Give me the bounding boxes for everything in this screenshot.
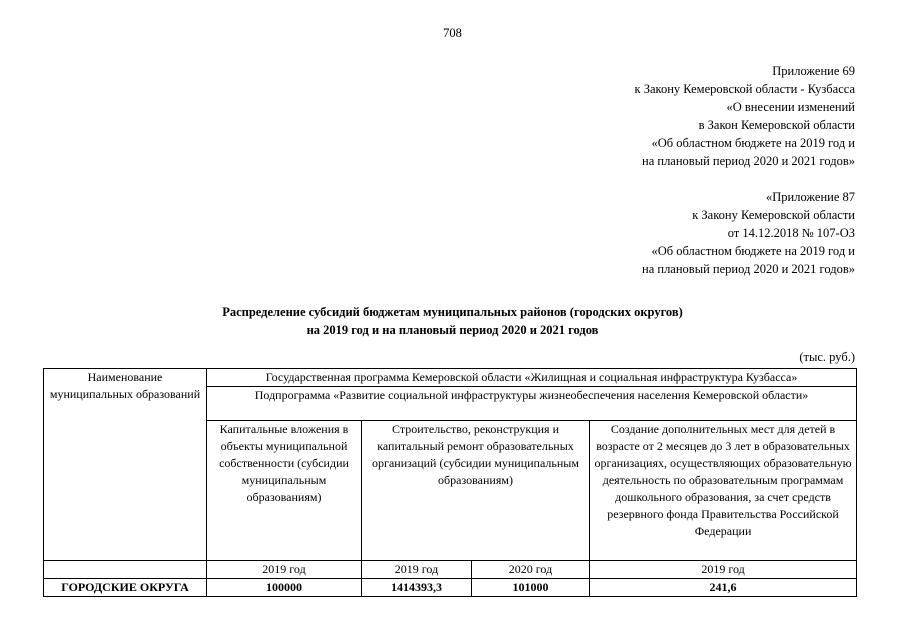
row-label: ГОРОДСКИЕ ОКРУГА [44, 579, 207, 597]
year-header: 2019 год [362, 561, 472, 579]
appendix-87-line: на плановый период 2020 и 2021 годов» [642, 262, 855, 276]
row-value: 100000 [207, 579, 362, 597]
column-header-construction: Строительство, реконструкция и капитальный ремонт образовательных организаций (субсидии муниципальным образованиям) [362, 421, 590, 561]
year-spacer [44, 561, 207, 579]
appendix-69-line: «О внесении изменений [726, 100, 855, 114]
document-title [0, 303, 905, 339]
appendix-69-line: «Об областном бюджете на 2019 год и [651, 136, 855, 150]
column-header-capital: Капитальные вложения в объекты муниципальной собственности (субсидии муниципальным образованиям) [207, 421, 362, 561]
appendix-87-header [642, 188, 855, 278]
row-value: 1414393,3 [362, 579, 472, 597]
appendix-87-line: «Приложение 87 [766, 190, 855, 204]
year-header: 2020 год [472, 561, 590, 579]
appendix-87-line: от 14.12.2018 № 107-ОЗ [727, 226, 855, 240]
page-number: 708 [443, 26, 462, 40]
column-header-name: Наименование муниципальных образований [44, 369, 207, 561]
row-value: 101000 [472, 579, 590, 597]
document-title-line: Распределение субсидий бюджетам муниципальных районов (городских округов) [222, 305, 683, 319]
appendix-87-line: к Закону Кемеровской области [692, 208, 855, 222]
subsidy-table [43, 368, 857, 597]
appendix-69-header [635, 62, 856, 170]
year-header: 2019 год [207, 561, 362, 579]
year-header: 2019 год [590, 561, 857, 579]
column-header-places: Создание дополнительных мест для детей в возрасте от 2 месяцев до 3 лет в образовательных организациях, осуществляющих образовательную деятельность по образовательным программам дошкольного образования, за счет средств резервного фонда Правительства Российской Федерации [590, 421, 857, 561]
appendix-69-line: к Закону Кемеровской области - Кузбасса [634, 82, 855, 96]
appendix-87-line: «Об областном бюджете на 2019 год и [651, 244, 855, 258]
table-row [44, 579, 857, 597]
row-value: 241,6 [590, 579, 857, 597]
program-header: Государственная программа Кемеровской области «Жилищная и социальная инфраструктура Кузбасса» [207, 369, 857, 387]
units-note: (тыс. руб.) [799, 350, 855, 364]
appendix-69-line: на плановый период 2020 и 2021 годов» [642, 154, 855, 168]
document-title-line: на 2019 год и на плановый период 2020 и 2021 годов [306, 323, 599, 337]
appendix-69-line: Приложение 69 [772, 64, 855, 78]
appendix-69-line: в Закон Кемеровской области [698, 118, 855, 132]
subprogram-header: Подпрограмма «Развитие социальной инфраструктуры жизнеобеспечения населения Кемеровской области» [207, 387, 857, 421]
